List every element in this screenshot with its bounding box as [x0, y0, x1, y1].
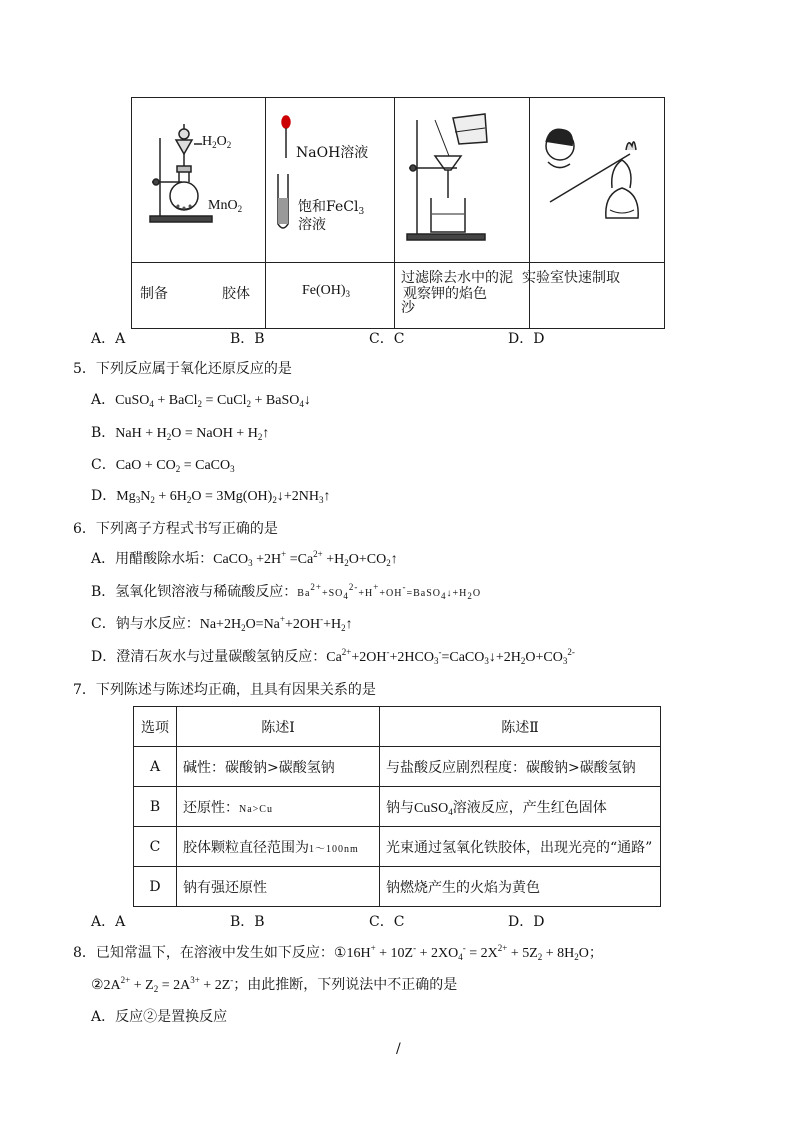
q7-row-b-s1 [177, 787, 380, 827]
q5-option-a[interactable]: A．CuSO$_4$ + BaCl$_2$ = CuCl$_2$ + BaSO$_4$↓ [91, 392, 311, 409]
q6-b-text: B．氢氧化钡溶液与稀硫酸反应： [91, 584, 298, 600]
caption-d-line1: 实验室快速制取 [522, 270, 620, 286]
q6-option-b[interactable]: B．氢氧化钡溶液与稀硫酸反应：$Ba^{2+}+SO_4^{2-}+H^++OH^-=BaSO_4↓+H_2O$ [91, 582, 482, 601]
q5-option-d[interactable]: D．$Mg_3N_2 + 6H_2O$ = $3Mg(OH)_2↓+2NH_3↑$ [91, 488, 331, 505]
q4-option-d[interactable]: D．D [508, 331, 545, 347]
q7-row-a-s1: 碱性：碳酸钠>碳酸氢钠 [177, 747, 380, 787]
q7-row-c-s1-text: 胶体颗粒直径范围为 [183, 839, 309, 856]
q6-stem: 6．下列离子方程式书写正确的是 [73, 521, 278, 537]
q7-options [91, 913, 691, 931]
q7-header-statement2: 陈述Ⅱ [380, 707, 661, 747]
table-row [134, 787, 661, 827]
q5-c-label: C． [91, 457, 116, 473]
q7-stem: 7．下列陈述与陈述均正确，且具有因果关系的是 [73, 682, 376, 698]
q4-cell-b-caption [266, 263, 395, 329]
caption-d-line2: 观察钾的焰色 [403, 286, 487, 302]
q4-cell-b-figure [266, 98, 395, 263]
q7-row-b-s1-text: 还原性： [183, 799, 239, 816]
q4-option-b[interactable]: B．B [230, 331, 265, 347]
q5-a-label: A． [91, 392, 116, 408]
q6-option-d[interactable]: D．澄清石灰水与过量碳酸氢钠反应：$Ca^{2+}+2OH^-+2HCO_3^-=CaCO_3↓+2H_2O+CO_3^{2-}$ [91, 647, 575, 666]
q4-option-c[interactable]: C．C [369, 331, 405, 347]
q5-b-label: B． [91, 425, 116, 441]
q7-row-b-s2-pre: 钠与 [386, 799, 414, 816]
q4-cell-a-figure [132, 98, 266, 263]
q4-option-a[interactable]: A．A [91, 331, 126, 347]
q7-option-d[interactable]: D．D [508, 914, 545, 930]
q4-cell-a-caption [132, 263, 266, 329]
label-naoh: NaOH溶液 [296, 145, 369, 161]
q7-row-a-option: A [134, 747, 177, 787]
q7-option-c[interactable]: C．C [369, 914, 405, 930]
q7-table [133, 706, 661, 907]
q7-row-b-option: B [134, 787, 177, 827]
o2-generator-apparatus-icon [132, 98, 265, 258]
q5-option-b[interactable]: B．NaH + $H_2O$ = NaOH + $H_2↑$ [91, 425, 270, 442]
q6-c-text: C．钠与水反应： [91, 616, 200, 632]
q4-cell-c-figure [395, 98, 530, 263]
q7-header-option: 选项 [134, 707, 177, 747]
q7-option-b[interactable]: B．B [230, 914, 265, 930]
q8-line2-tail: ；由此推断，下列说法中不正确的是 [233, 977, 458, 993]
q7-row-b-s2-post: 溶液反应，产生红色固体 [452, 799, 607, 816]
q7-row-c-option: C [134, 827, 177, 867]
label-mno2: MnO$_2$ [208, 198, 243, 214]
q4-figure-table [131, 97, 665, 329]
page-number: / [396, 1041, 401, 1057]
q7-header-statement1: 陈述Ⅰ [177, 707, 380, 747]
label-fecl3-solution: 溶液 [298, 217, 326, 233]
label-h2o2: $H_2O_2$ [202, 134, 232, 150]
q5-option-c[interactable]: C．CaO + $CO_2$ = CaCO$_3$ [91, 457, 235, 474]
table-row [134, 747, 661, 787]
q5-stem: 5．下列反应属于氧化还原反应的是 [73, 361, 292, 377]
q8-stem: 8．已知常温下，在溶液中发生如下反应： [73, 945, 334, 961]
caption-a-right: 胶体 [222, 286, 250, 302]
q5-d-label: D． [91, 488, 117, 504]
flame-test-icon [530, 98, 664, 258]
q7-row-b-s2: 钠与CuSO$_4$溶液反应，产生红色固体 [380, 787, 661, 827]
q4-cell-c-caption [395, 263, 530, 329]
caption-a-left: 制备 [140, 286, 168, 302]
q6-d-text: D．澄清石灰水与过量碳酸氢钠反应： [91, 649, 327, 665]
q7-row-c-s2: 光束通过氢氧化铁胶体，出现光亮的“通路” [380, 827, 661, 867]
q7-row-d-option: D [134, 867, 177, 907]
label-fecl3: 饱和FeCl$_3$ [298, 199, 365, 217]
q7-row-d-s1: 钠有强还原性 [177, 867, 380, 907]
q8-line2: $②2A^{2+} + Z_2 = 2A^{3+} + 2Z^-$；由此推断，下列说法中不正确的是 [91, 975, 458, 994]
q6-a-text: A．用醋酸除水垢： [91, 551, 214, 567]
q7-row-d-s2: 钠燃烧产生的火焰为黄色 [380, 867, 661, 907]
q7-option-a[interactable]: A．A [91, 914, 126, 930]
q6-option-c[interactable]: C．钠与水反应：$Na+2H_2O=Na^++2OH^-+H_2↑$ [91, 614, 353, 633]
caption-c-line1: 过滤除去水中的泥 [401, 270, 513, 286]
q4-cell-d-figure [530, 98, 665, 263]
q8-option-a[interactable]: A．反应②是置换反应 [91, 1009, 228, 1025]
q7-row-b-s1-formula: Na>Cu [239, 803, 273, 815]
dropper-test-tube-icon [266, 98, 394, 258]
q6-option-a[interactable]: A．用醋酸除水垢：CaCO$_3$ $+2H^+ =Ca^{2+}$ $+H_2O+CO_2↑$ [91, 549, 398, 568]
q4-options [91, 330, 691, 348]
q8-line1: 8．已知常温下，在溶液中发生如下反应：①16H+ + $10Z^- + 2XO_4^- = 2X^{2+} + 5Z_2 + 8H_2O$； [73, 943, 603, 962]
caption-b-formula: $Fe(OH)_3$ [302, 283, 351, 299]
q7-row-c-s1-range: 1～100nm [309, 843, 359, 855]
table-row [134, 827, 661, 867]
q4-cell-d-caption [522, 263, 665, 329]
filtration-apparatus-icon [395, 98, 529, 258]
caption-c-line2: 沙 [401, 300, 415, 316]
q7-row-c-s1 [177, 827, 380, 867]
q7-row-a-s2: 与盐酸反应剧烈程度：碳酸钠>碳酸氢钠 [380, 747, 661, 787]
table-row [134, 867, 661, 907]
